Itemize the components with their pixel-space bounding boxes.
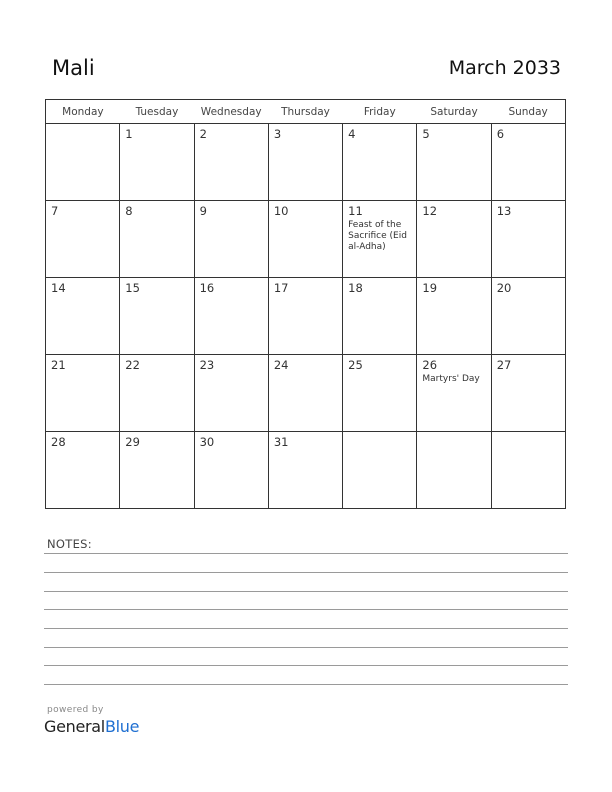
day-cell	[46, 124, 120, 201]
day-number: 13	[496, 204, 512, 218]
day-cell	[120, 355, 194, 432]
week-row	[46, 278, 566, 355]
day-number: 19	[422, 281, 438, 295]
day-number: 8	[125, 204, 133, 218]
calendar-country-title: Mali	[52, 56, 95, 80]
day-cell	[268, 432, 342, 509]
day-number: 21	[51, 358, 66, 372]
day-number: 2	[199, 127, 207, 141]
day-cell	[194, 432, 268, 509]
day-cell	[491, 278, 565, 355]
notes-line	[44, 684, 568, 685]
day-cell	[46, 432, 120, 509]
notes-line	[44, 553, 568, 554]
week-row	[46, 124, 566, 201]
day-number: 17	[273, 281, 289, 295]
calendar-grid	[45, 99, 566, 509]
weekday-header: Saturday	[417, 100, 491, 124]
day-cell	[194, 124, 268, 201]
day-number: 29	[125, 435, 140, 449]
day-cell	[120, 278, 194, 355]
day-number: 26	[422, 358, 438, 372]
holiday-label: Feast of the Sacrifice (Eid al-Adha)	[348, 220, 407, 252]
weekday-header: Thursday	[268, 100, 342, 124]
day-cell	[343, 124, 417, 201]
day-cell	[268, 201, 342, 278]
notes-line	[44, 591, 568, 592]
day-number: 5	[422, 127, 430, 141]
weekday-header-row	[46, 100, 566, 124]
day-cell	[343, 278, 417, 355]
day-number: 3	[273, 127, 282, 141]
day-number: 30	[199, 435, 215, 449]
notes-line	[44, 628, 568, 629]
week-row	[46, 201, 566, 278]
day-cell	[491, 432, 565, 509]
day-number: 31	[273, 435, 289, 449]
holiday-label: Martyrs' Day	[422, 374, 480, 384]
day-number: 16	[199, 281, 215, 295]
day-cell	[417, 432, 491, 509]
day-number: 11	[348, 204, 363, 218]
day-cell	[120, 432, 194, 509]
day-number: 22	[125, 358, 140, 372]
day-cell	[268, 278, 342, 355]
day-number: 1	[125, 127, 133, 141]
day-cell	[120, 201, 194, 278]
week-row	[46, 355, 566, 432]
day-number: 9	[199, 204, 207, 218]
day-number: 7	[51, 204, 59, 218]
day-cell	[194, 201, 268, 278]
day-cell	[46, 278, 120, 355]
day-number: 4	[348, 127, 356, 141]
day-number: 23	[199, 358, 215, 372]
logo-general-text: General	[44, 717, 105, 736]
notes-label: NOTES:	[47, 537, 92, 551]
day-number: 10	[273, 204, 289, 218]
day-cell	[417, 201, 491, 278]
notes-line	[44, 665, 568, 666]
day-number: 6	[496, 127, 505, 141]
day-cell	[491, 355, 565, 432]
day-cell	[343, 201, 417, 278]
day-cell	[417, 124, 491, 201]
day-cell	[46, 355, 120, 432]
weekday-header: Wednesday	[194, 100, 268, 124]
day-number: 12	[422, 204, 438, 218]
week-row	[46, 432, 566, 509]
day-cell	[268, 355, 342, 432]
day-cell	[343, 432, 417, 509]
day-number: 14	[51, 281, 66, 295]
calendar-month-title: March 2033	[448, 57, 561, 79]
day-cell	[343, 355, 417, 432]
day-number: 28	[51, 435, 66, 449]
generalblue-logo	[44, 717, 139, 736]
day-cell	[491, 201, 565, 278]
weekday-header: Tuesday	[120, 100, 194, 124]
logo-blue-text: Blue	[104, 717, 140, 736]
day-cell	[417, 278, 491, 355]
powered-by-text: powered by	[47, 705, 104, 715]
day-number: 18	[348, 281, 363, 295]
weekday-header: Friday	[343, 100, 417, 124]
day-cell	[268, 124, 342, 201]
day-number: 24	[273, 358, 289, 372]
notes-line	[44, 647, 568, 648]
day-number: 20	[496, 281, 512, 295]
notes-line	[44, 609, 568, 610]
day-number: 27	[496, 358, 512, 372]
day-number: 15	[125, 281, 140, 295]
day-cell	[46, 201, 120, 278]
weekday-header: Sunday	[491, 100, 565, 124]
notes-line	[44, 572, 568, 573]
day-cell	[417, 355, 491, 432]
day-cell	[120, 124, 194, 201]
day-cell	[194, 278, 268, 355]
weekday-header: Monday	[46, 100, 120, 124]
day-cell	[491, 124, 565, 201]
day-cell	[194, 355, 268, 432]
day-number: 25	[348, 358, 363, 372]
